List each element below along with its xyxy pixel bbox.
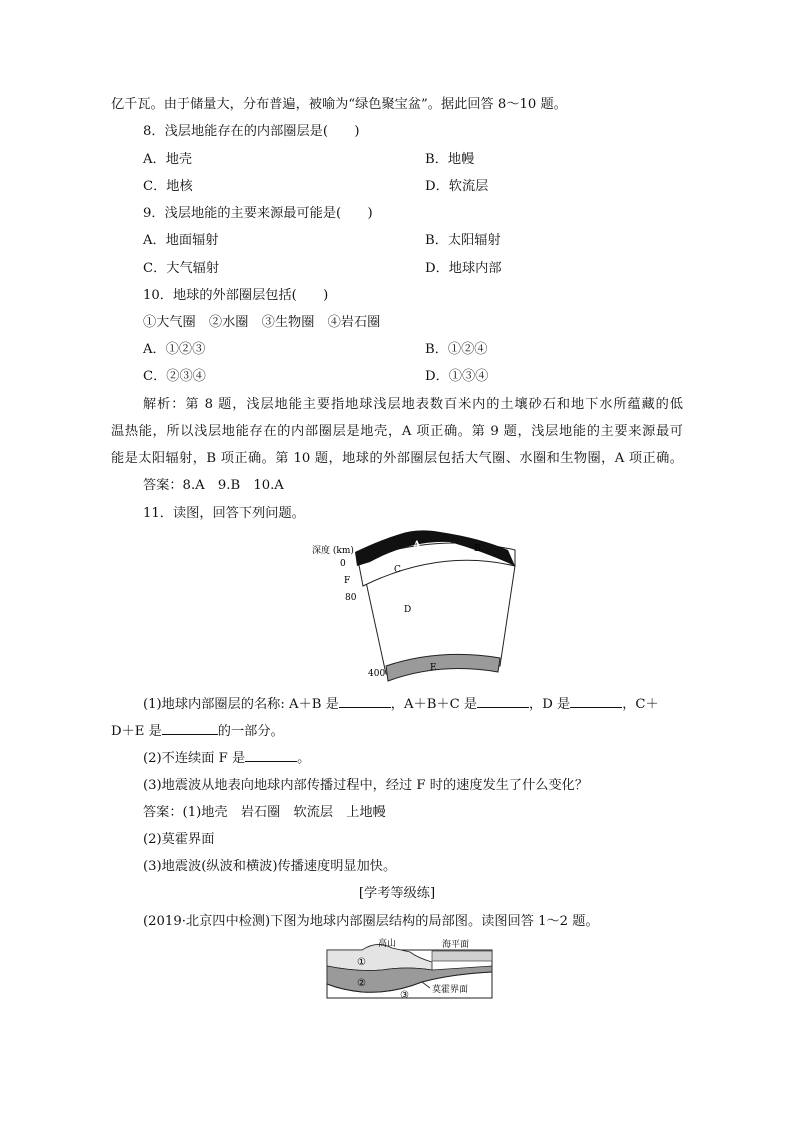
depth-label: 深度 (km) [312,546,354,556]
analysis-line-3: 能是太阳辐射，B 项正确。第 10 题，地球的外部圈层包括大气圈、水圈和生物圈，A 项正确。 [111,451,683,466]
tick-80: 80 [345,593,357,603]
q11-sub1-line2: D＋E 是 的一部分。 [111,724,284,739]
q11-sub1-line: (1)地球内部圈层的名称: A＋B 是 ，A＋B＋C 是 ，D 是 ，C＋ [143,697,659,712]
intro-text: 亿千瓦。由于储量大，分布普遍，被喻为“绿色聚宝盆”。据此回答 8～10 题。 [111,97,567,112]
label-e: E [430,663,437,673]
label-f: F [344,576,351,586]
question-8-stem: 8．浅层地能存在的内部圈层是( ) [143,124,360,139]
q11-answer-1: 答案：(1)地壳 岩石圈 软流层 上地幔 [143,805,386,820]
blank-5[interactable] [245,749,297,762]
q10-sub-items: ①大气圈 ②水圈 ③生物圈 ④岩石圈 [143,315,381,330]
label-circle-1: ① [357,957,366,968]
question-11-stem: 11．读图，回答下列问题。 [143,506,305,521]
label-c: C [394,565,401,575]
sea-band [432,951,492,961]
q8-option-d: D．软流层 [425,179,489,194]
earth-layers-diagram [300,526,520,688]
q8-option-a: A．地壳 [143,152,193,167]
q10-option-d: D．①③④ [425,369,489,384]
label-a: A [413,540,421,551]
q11-sub3-line: (3)地震波从地表向地球内部传播过程中，经过 F 时的速度发生了什么变化？ [143,778,589,793]
label-mountain: 高山 [378,939,397,949]
label-b: B [474,544,481,554]
blank-2[interactable] [477,695,529,708]
blank-3[interactable] [570,695,622,708]
q9-option-d: D．地球内部 [425,261,502,276]
q9-option-a: A．地面辐射 [143,233,219,248]
analysis-line-2: 温热能，所以浅层地能存在的内部圈层是地壳，A 项正确。第 9 题，浅层地能的主要来源最可 [111,424,683,439]
q9-option-c: C．大气辐射 [143,261,220,276]
analysis-line-1: 解析：第 8 题，浅层地能主要指地球浅层地表数百米内的土壤砂石和地下水所蕴藏的低 [143,397,683,412]
q8-option-c: C．地核 [143,179,193,194]
q9-option-b: B．太阳辐射 [425,233,501,248]
tick-0: 0 [340,559,346,569]
q11-answer-2: (2)莫霍界面 [143,832,215,847]
q8-option-b: B．地幔 [425,152,475,167]
label-circle-2: ② [357,978,366,989]
label-circle-3: ③ [400,990,409,1001]
q10-option-c: C．②③④ [143,369,206,384]
section-title: [学考等级练] [358,886,436,901]
q11-answer-3: (3)地震波(纵波和横波)传播速度明显加快。 [143,859,397,874]
blank-4[interactable] [162,722,218,735]
q10-option-b: B．①②④ [425,342,488,357]
question-10-stem: 10．地球的外部圈层包括( ) [143,288,329,303]
q11-sub2-line: (2)不连续面 F 是 。 [143,751,311,766]
answer-8-10: 答案：8.A 9.B 10.A [143,478,284,493]
crust-section-diagram [322,936,494,1002]
q10-option-a: A．①②③ [143,342,206,357]
label-sea-level: 海平面 [442,940,470,950]
label-d: D [404,605,412,615]
tick-400: 400 [368,669,386,679]
label-moho: 莫霍界面 [432,985,469,995]
next-question-intro: (2019·北京四中检测)下图为地球内部圈层结构的局部图。读图回答 1～2 题。 [143,914,599,929]
question-9-stem: 9．浅层地能的主要来源最可能是( ) [143,206,373,221]
blank-1[interactable] [339,695,391,708]
